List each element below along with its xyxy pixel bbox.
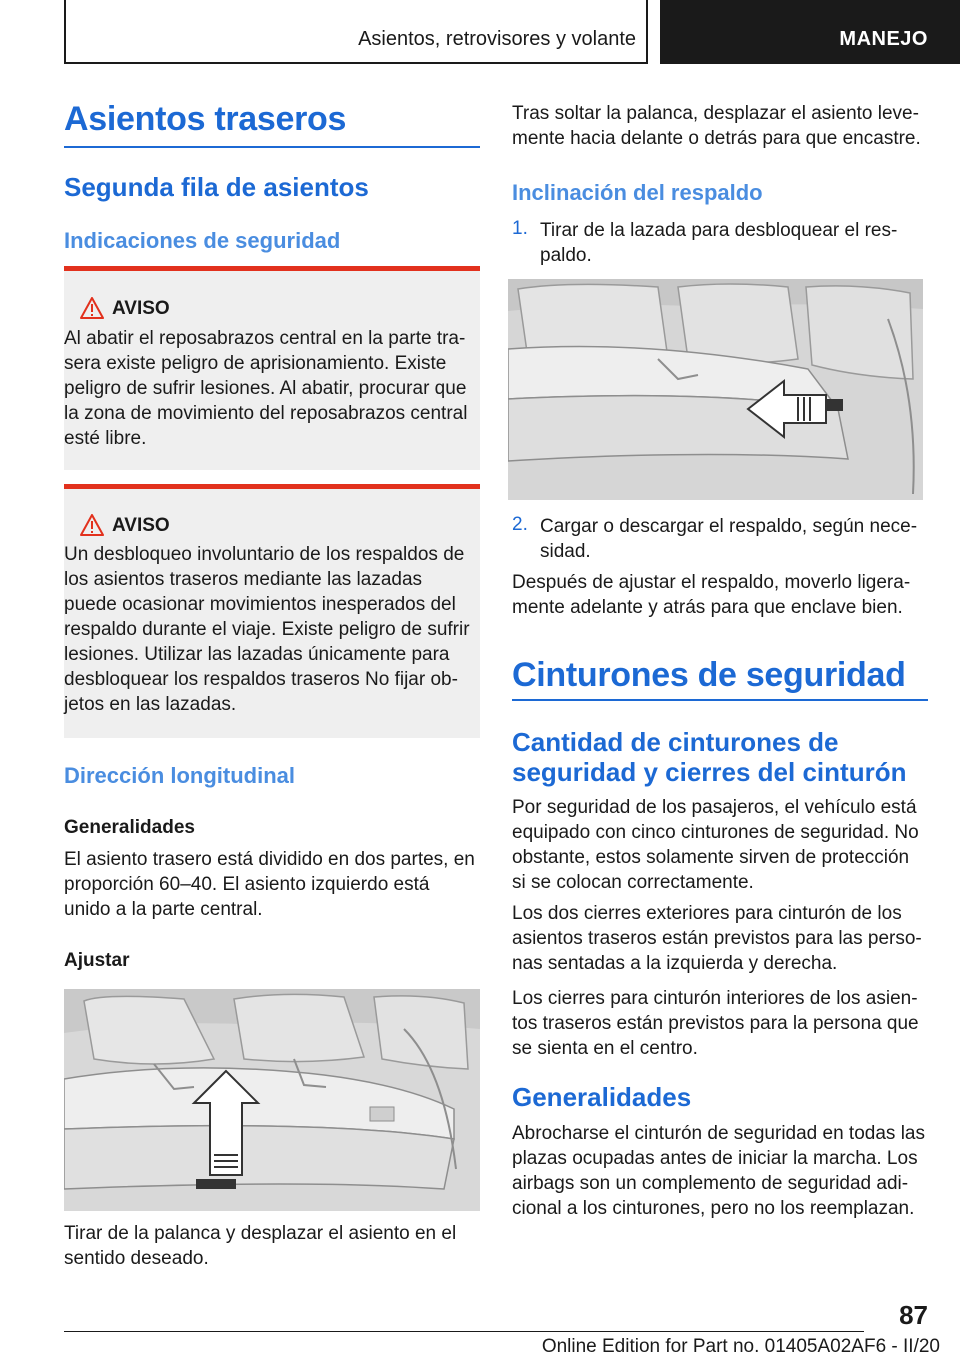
backrest-release-illustration xyxy=(508,279,923,500)
backrest-illustration-art xyxy=(508,279,923,500)
paragraph-line: tos traseros están previstos para la persona que xyxy=(512,1013,919,1034)
paragraph-line: Tras soltar la palanca, desplazar el asiento leve- xyxy=(512,103,919,124)
paragraph-line: mente hacia delante o detrás para que encastre. xyxy=(512,128,921,149)
warning-line: esté libre. xyxy=(64,428,147,449)
warning-line: desbloquear los respaldos traseros No fijar ob- xyxy=(64,669,458,690)
paragraph-line: Abrocharse el cinturón de seguridad en todas las xyxy=(512,1123,925,1144)
warning-text xyxy=(64,326,474,451)
paragraph-line: plazas ocupadas antes de iniciar la marcha. Los xyxy=(512,1148,918,1169)
paragraph-line: Los cierres para cinturón interiores de los asien- xyxy=(512,988,918,1009)
step-line: Cargar o descargar el respaldo, según nece- xyxy=(540,516,918,537)
belts-paragraph-1 xyxy=(512,795,932,895)
step-text xyxy=(540,514,930,564)
warning-text xyxy=(64,542,474,717)
section-title-rear-seats: Asientos traseros xyxy=(64,100,347,138)
paragraph-line: El asiento trasero está dividido en dos partes, en xyxy=(64,849,475,870)
paragraph-line: se sienta en el centro. xyxy=(512,1038,698,1059)
paragraph-line: cional a los cinturones, pero no los reemplazan. xyxy=(512,1198,915,1219)
step-text xyxy=(540,218,930,268)
heading-safety-notes: Indicaciones de seguridad xyxy=(64,228,341,253)
label-general: Generalidades xyxy=(64,817,195,838)
edition-note: Online Edition for Part no. 01405A02AF6 - II/20 xyxy=(541,1336,940,1357)
step-line: sidad. xyxy=(540,541,591,562)
warning-line: Al abatir el reposabrazos central en la parte tra- xyxy=(64,328,466,349)
warning-line: los asientos traseros mediante las lazadas xyxy=(64,569,423,590)
paragraph-line: asientos traseros están previstos para las perso- xyxy=(512,928,922,949)
warning-line: Un desbloqueo involuntario de los respaldos de xyxy=(64,544,465,565)
step-number: 2. xyxy=(512,514,528,535)
paragraph-line: nas sentadas a la izquierda y derecha. xyxy=(512,953,838,974)
heading-general: Generalidades xyxy=(512,1082,692,1112)
step-number: 1. xyxy=(512,218,528,239)
after-adjust-paragraph xyxy=(512,570,932,620)
header-chapter-tab xyxy=(660,0,960,64)
paragraph-line: equipado con cinco cinturones de seguridad. No xyxy=(512,822,919,843)
warning-line: la zona de movimiento del reposabrazos central xyxy=(64,403,468,424)
paragraph-line: unido a la parte central. xyxy=(64,899,263,920)
warning-triangle-icon xyxy=(80,297,104,319)
paragraph-line: Por seguridad de los pasajeros, el vehículo está xyxy=(512,797,917,818)
intro-paragraph xyxy=(512,101,932,151)
warning-box-2 xyxy=(64,484,480,738)
paragraph-line: Después de ajustar el respaldo, moverlo ligera- xyxy=(512,572,911,593)
paragraph-line: sentido deseado. xyxy=(64,1248,209,1269)
paragraph-line: mente adelante y atrás para que enclave bien. xyxy=(512,597,903,618)
warning-line: lesiones. Utilizar las lazadas únicamente para xyxy=(64,644,450,665)
paragraph-line: proporción 60–40. El asiento izquierdo está xyxy=(64,874,430,895)
header-chapter-label: MANEJO xyxy=(839,28,928,50)
seat-illustration-art xyxy=(64,989,480,1211)
paragraph-line: si se colocan correctamente. xyxy=(512,872,754,893)
warning-triangle-icon xyxy=(80,514,104,536)
adjust-caption xyxy=(64,1221,484,1271)
section-title-seatbelts: Cinturones de seguridad xyxy=(512,656,906,694)
subtitle-belt-count xyxy=(512,727,906,787)
general-paragraph xyxy=(64,847,484,922)
subtitle-line: Cantidad de cinturones de xyxy=(512,727,839,757)
warning-line: sera existe peligro de aprisionamiento. Existe xyxy=(64,353,447,374)
warning-line: respaldo durante el viaje. Existe peligro de sufrir xyxy=(64,619,470,640)
paragraph-line: obstante, estos solamente sirven de protección xyxy=(512,847,910,868)
belts-paragraph-2 xyxy=(512,901,932,976)
step-line: paldo. xyxy=(540,245,592,266)
footer-rule xyxy=(64,1331,864,1332)
title-rule xyxy=(512,699,928,701)
warning-line: jetos en las lazadas. xyxy=(64,694,237,715)
warning-label: AVISO xyxy=(112,298,170,319)
heading-backrest-tilt: Inclinación del respaldo xyxy=(512,180,763,205)
warning-line: puede ocasionar movimientos inesperados del xyxy=(64,594,456,615)
paragraph-line: Los dos cierres exteriores para cinturón de los xyxy=(512,903,902,924)
title-rule xyxy=(64,146,480,148)
belts-paragraph-3 xyxy=(512,986,932,1061)
page-number: 87 xyxy=(899,1300,928,1330)
paragraph-line: airbags son un complemento de seguridad adi- xyxy=(512,1173,909,1194)
seat-adjust-illustration xyxy=(64,989,480,1211)
warning-box-1 xyxy=(64,266,480,470)
subtitle-line: seguridad y cierres del cinturón xyxy=(512,757,907,787)
heading-longitudinal: Dirección longitudinal xyxy=(64,763,296,788)
general-paragraph xyxy=(512,1121,932,1221)
header-section-title: Asientos, retrovisores y volante xyxy=(358,28,636,50)
subtitle-second-row: Segunda fila de asientos xyxy=(64,172,369,202)
warning-label: AVISO xyxy=(112,515,170,536)
step-line: Tirar de la lazada para desbloquear el res- xyxy=(540,220,898,241)
warning-line: peligro de sufrir lesiones. Al abatir, procurar que xyxy=(64,378,467,399)
paragraph-line: Tirar de la palanca y desplazar el asiento en el xyxy=(64,1223,457,1244)
label-adjust: Ajustar xyxy=(64,950,130,971)
